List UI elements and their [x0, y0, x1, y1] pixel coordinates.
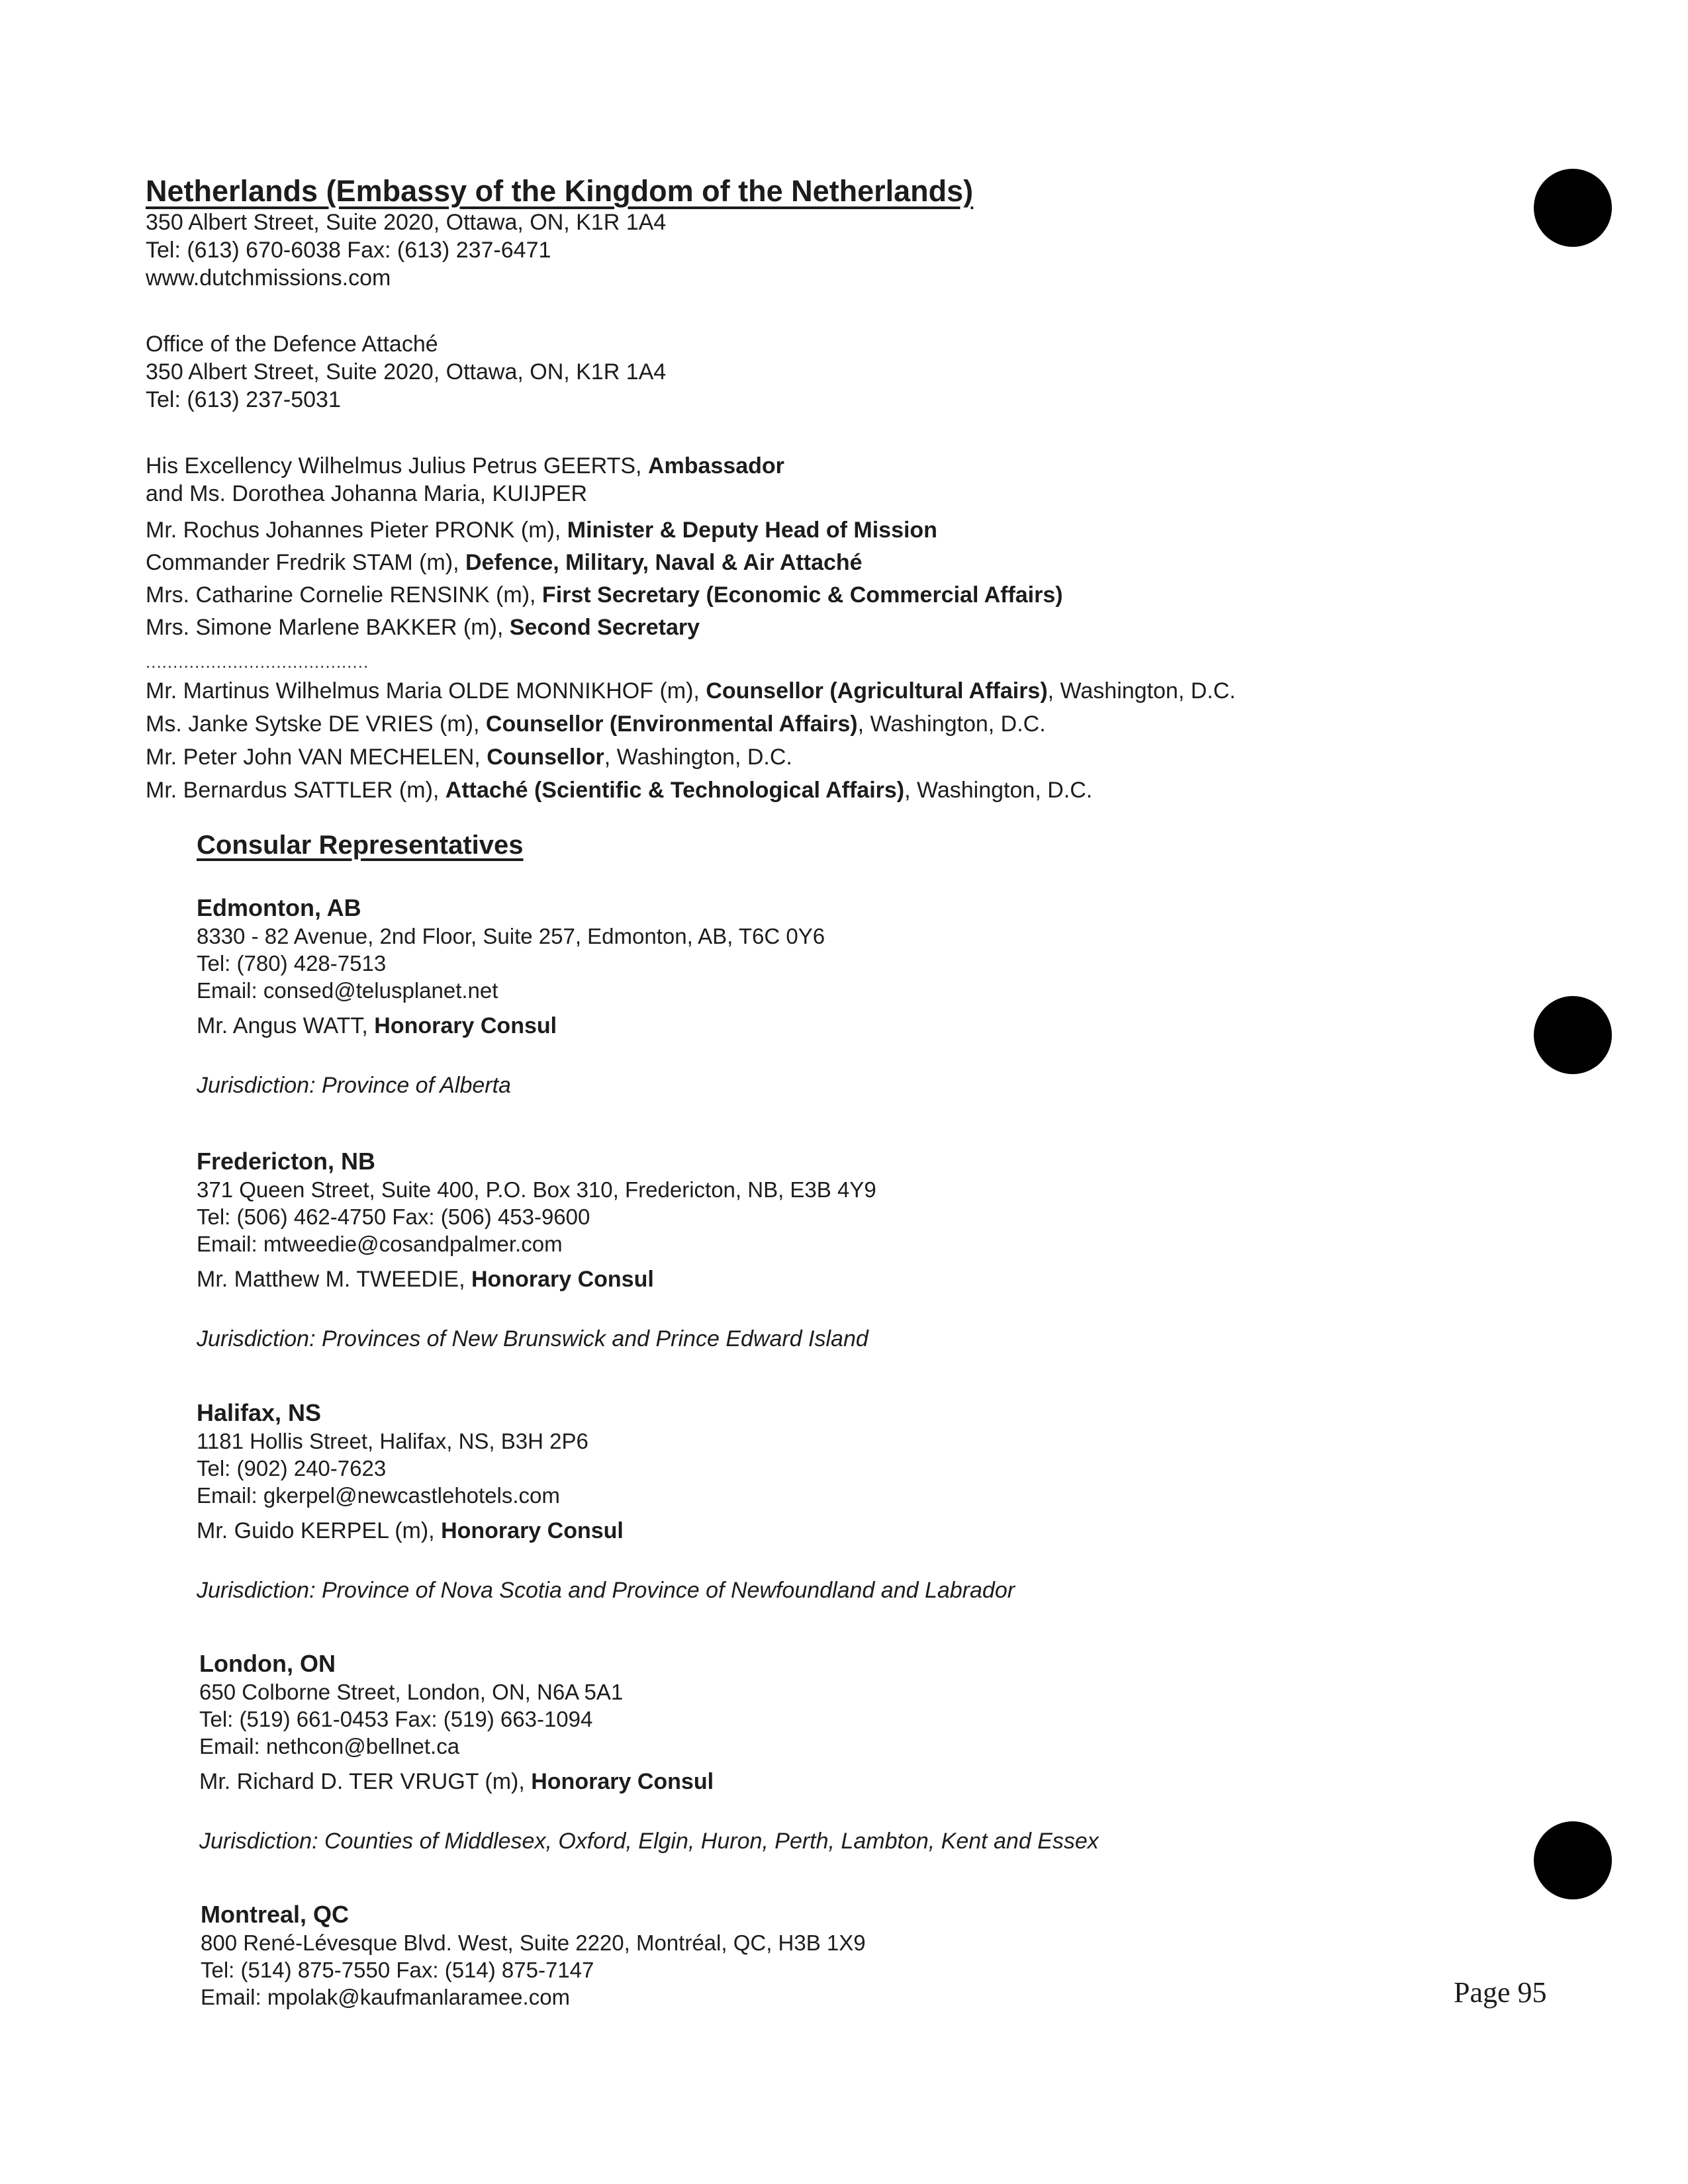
consulate-email[interactable]: Email: nethcon@bellnet.ca [199, 1734, 460, 1758]
punch-hole-middle [1534, 996, 1612, 1074]
consulate-address: 1181 Hollis Street, Halifax, NS, B3H 2P6 [197, 1429, 588, 1453]
consulate-city: Fredericton, NB [197, 1148, 376, 1175]
consulate-tel: Tel: (780) 428-7513 [197, 951, 387, 976]
consulate-fredericton [197, 1147, 876, 1353]
consulate-jurisdiction: Jurisdiction: Province of Nova Scotia and Province of Newfoundland and Labrador [197, 1578, 1015, 1603]
staff-line: Mr. Peter John VAN MECHELEN, Counsellor, Washington, D.C. [146, 745, 792, 770]
consulate-address: 8330 - 82 Avenue, 2nd Floor, Suite 257, Edmonton, AB, T6C 0Y6 [197, 924, 825, 948]
staff-line: His Excellency Wilhelmus Julius Petrus GEERTS, Ambassador [146, 453, 784, 478]
consulate-montreal [201, 1900, 866, 2011]
staff-list [146, 452, 1063, 644]
defence-office-name: Office of the Defence Attaché [146, 332, 438, 357]
embassy-tel-fax: Tel: (613) 670-6038 Fax: (613) 237-6471 [146, 238, 551, 263]
consulate-email[interactable]: Email: mtweedie@cosandpalmer.com [197, 1232, 563, 1256]
consulate-tel: Tel: (519) 661-0453 Fax: (519) 663-1094 [199, 1707, 593, 1731]
embassy-website[interactable]: www.dutchmissions.com [146, 265, 391, 291]
consulate-address: 650 Colborne Street, London, ON, N6A 5A1 [199, 1680, 624, 1704]
consul-line: Mr. Angus WATT, Honorary Consul [197, 1013, 557, 1038]
consulate-london [199, 1649, 1099, 1855]
defence-office-address: 350 Albert Street, Suite 2020, Ottawa, ON, K1R 1A4 [146, 359, 667, 385]
consular-heading: Consular Representatives [197, 831, 524, 860]
embassy-block [146, 174, 973, 292]
staff-line: Commander Fredrik STAM (m), Defence, Military, Naval & Air Attaché [146, 550, 863, 575]
embassy-address: 350 Albert Street, Suite 2020, Ottawa, ON, K1R 1A4 [146, 210, 667, 235]
consul-line: Mr. Guido KERPEL (m), Honorary Consul [197, 1518, 624, 1543]
staff-line: Mrs. Catharine Cornelie RENSINK (m), First Secretary (Economic & Commercial Affairs) [146, 582, 1063, 608]
consulate-email[interactable]: Email: gkerpel@newcastlehotels.com [197, 1483, 560, 1508]
staff-line: and Ms. Dorothea Johanna Maria, KUIJPER [146, 481, 588, 506]
embassy-title: Netherlands (Embassy of the Kingdom of the Netherlands) [146, 174, 974, 208]
consulate-jurisdiction: Jurisdiction: Provinces of New Brunswick and Prince Edward Island [197, 1326, 868, 1351]
staff-line: Ms. Janke Sytske DE VRIES (m), Counsellor (Environmental Affairs), Washington, D.C. [146, 711, 1046, 737]
consulate-jurisdiction: Jurisdiction: Counties of Middlesex, Oxford, Elgin, Huron, Perth, Lambton, Kent and Essex [199, 1829, 1099, 1854]
consul-line: Mr. Richard D. TER VRUGT (m), Honorary Consul [199, 1769, 714, 1794]
consulate-address: 371 Queen Street, Suite 400, P.O. Box 310, Fredericton, NB, E3B 4Y9 [197, 1177, 876, 1202]
consulate-halifax [197, 1398, 1015, 1604]
consulate-tel: Tel: (506) 462-4750 Fax: (506) 453-9600 [197, 1205, 590, 1229]
consulate-edmonton [197, 893, 825, 1099]
punch-hole-top [1534, 169, 1612, 247]
consulate-city: Halifax, NS [197, 1399, 322, 1426]
staff-line: Mr. Bernardus SATTLER (m), Attaché (Scientific & Technological Affairs), Washington, D.C. [146, 778, 1093, 803]
consulate-city: Montreal, QC [201, 1901, 350, 1928]
consulate-address: 800 René-Lévesque Blvd. West, Suite 2220, Montréal, QC, H3B 1X9 [201, 1931, 866, 1955]
staff-line: Mr. Rochus Johannes Pieter PRONK (m), Minister & Deputy Head of Mission [146, 518, 937, 543]
consulate-city: London, ON [199, 1650, 336, 1677]
consulate-jurisdiction: Jurisdiction: Province of Alberta [197, 1073, 511, 1098]
separator-dots: ......................................... [146, 652, 369, 672]
staff-line: Mrs. Simone Marlene BAKKER (m), Second Secretary [146, 615, 700, 640]
defence-office-block [146, 330, 666, 414]
consulate-email[interactable]: Email: consed@telusplanet.net [197, 978, 498, 1003]
staff-line: Mr. Martinus Wilhelmus Maria OLDE MONNIKHOF (m), Counsellor (Agricultural Affairs), Washington, D.C. [146, 678, 1236, 704]
defence-office-tel: Tel: (613) 237-5031 [146, 387, 341, 412]
consulate-tel: Tel: (514) 875-7550 Fax: (514) 875-7147 [201, 1958, 594, 1982]
consulate-city: Edmonton, AB [197, 894, 361, 921]
page-number: Page 95 [1454, 1976, 1547, 2009]
washington-staff-list [146, 674, 1236, 807]
consulate-tel: Tel: (902) 240-7623 [197, 1456, 387, 1480]
consulate-email[interactable]: Email: mpolak@kaufmanlaramee.com [201, 1985, 571, 2009]
punch-hole-bottom [1534, 1821, 1612, 1899]
consul-line: Mr. Matthew M. TWEEDIE, Honorary Consul [197, 1267, 654, 1292]
